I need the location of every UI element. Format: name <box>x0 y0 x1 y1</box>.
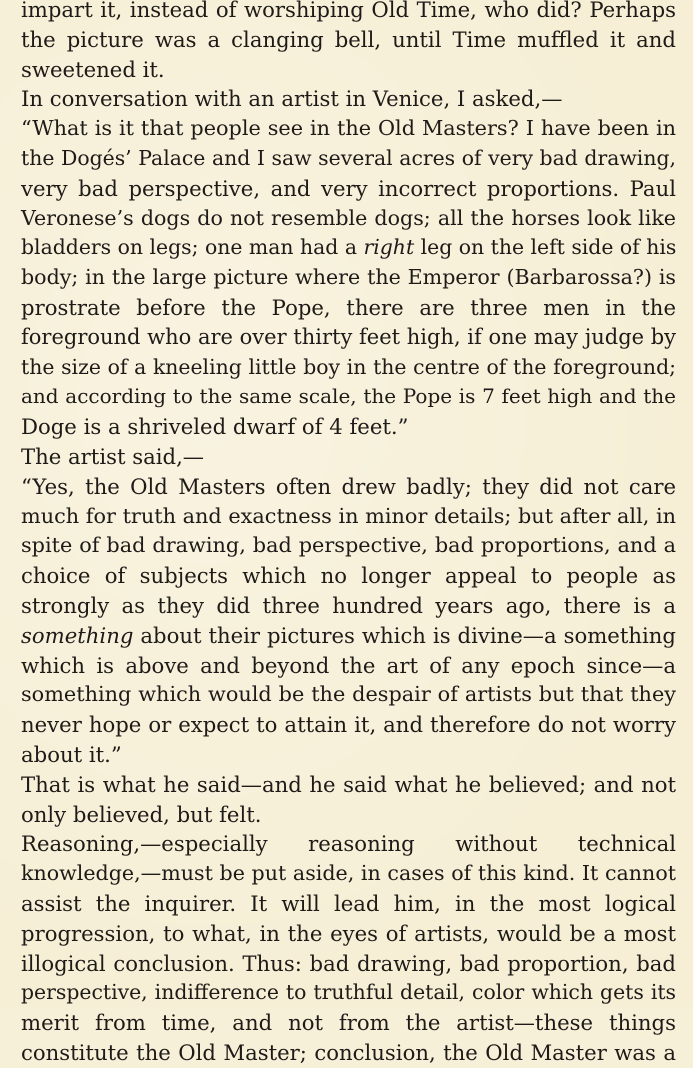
text-line: perspective, indifference to truthful detail, color which gets its <box>21 980 676 1005</box>
text-line: the Dogés’ Palace and I saw several acres of very bad drawing, <box>21 145 676 170</box>
text-line: which is above and beyond the art of any epoch since—a <box>21 652 676 678</box>
text-line: much for truth and exactness in minor details; but after all, in <box>21 503 676 528</box>
text-line <box>21 233 676 263</box>
text-line: strongly as they did three hundred years ago, there is a <box>21 592 676 618</box>
text-line: illogical conclusion. Thus: bad drawing, bad proportion, bad <box>21 950 676 976</box>
text-run: bladders on legs; one man had a <box>21 235 364 260</box>
text-line: impart it, instead of worshiping Old Time, who did? Perhaps <box>21 0 676 22</box>
body-text <box>21 0 676 1068</box>
text-line: and according to the same scale, the Pope is 7 feet high and the <box>21 384 676 409</box>
text-line: progression, to what, in the eyes of artists, would be a most <box>21 920 676 946</box>
text-line: never hope or expect to attain it, and therefore do not worry <box>21 712 676 738</box>
text-line: body; in the large picture where the Emperor (Barbarossa?) is <box>21 265 676 290</box>
text-run: leg on the left side of his <box>414 235 677 260</box>
text-line: sweetened it. <box>21 56 165 82</box>
text-line <box>21 621 676 651</box>
text-line: Veronese’s dogs do not resemble dogs; all the horses look like <box>21 205 676 230</box>
text-line: prostrate before the Pope, there are three men in the <box>21 294 676 320</box>
text-run: about their pictures which is divine—a something <box>133 622 676 648</box>
text-line: “Yes, the Old Masters often drew badly; they did not care <box>21 473 676 499</box>
text-line: only believed, but felt. <box>21 801 262 827</box>
text-line: The artist said,— <box>21 443 204 469</box>
text-line: the size of a kneeling little boy in the centre of the foreground; <box>21 354 676 379</box>
text-line: In conversation with an artist in Venice, I asked,— <box>21 86 563 112</box>
text-line: spite of bad drawing, bad perspective, bad proportions, and a <box>21 533 676 558</box>
text-line: something which would be the despair of artists but that they <box>21 682 676 707</box>
text-line: assist the inquirer. It will lead him, in the most logical <box>21 890 676 916</box>
text-line: about it.” <box>21 741 122 767</box>
text-line: merit from time, and not from the artist—these things <box>21 1010 676 1036</box>
text-line: Reasoning,—especially reasoning without technical <box>21 831 676 857</box>
text-line: knowledge,—must be put aside, in cases of this kind. It cannot <box>21 861 676 886</box>
italic-run: something <box>21 622 134 648</box>
text-line: constitute the Old Master; conclusion, the Old Master was a <box>21 1039 676 1065</box>
text-line: choice of subjects which no longer appeal to people as <box>21 563 676 589</box>
text-line: foreground who are over thirty feet high, if one may judge by <box>21 324 677 349</box>
text-line: the picture was a clanging bell, until Time muffled it and <box>21 26 676 52</box>
text-line: very bad perspective, and very incorrect proportions. Paul <box>21 175 676 201</box>
italic-run: right <box>363 235 415 260</box>
text-line: Doge is a shriveled dwarf of 4 feet.” <box>21 414 409 440</box>
text-line: “What is it that people see in the Old Masters? I have been in <box>21 116 676 141</box>
text-line: That is what he said—and he said what he believed; and not <box>21 771 676 797</box>
